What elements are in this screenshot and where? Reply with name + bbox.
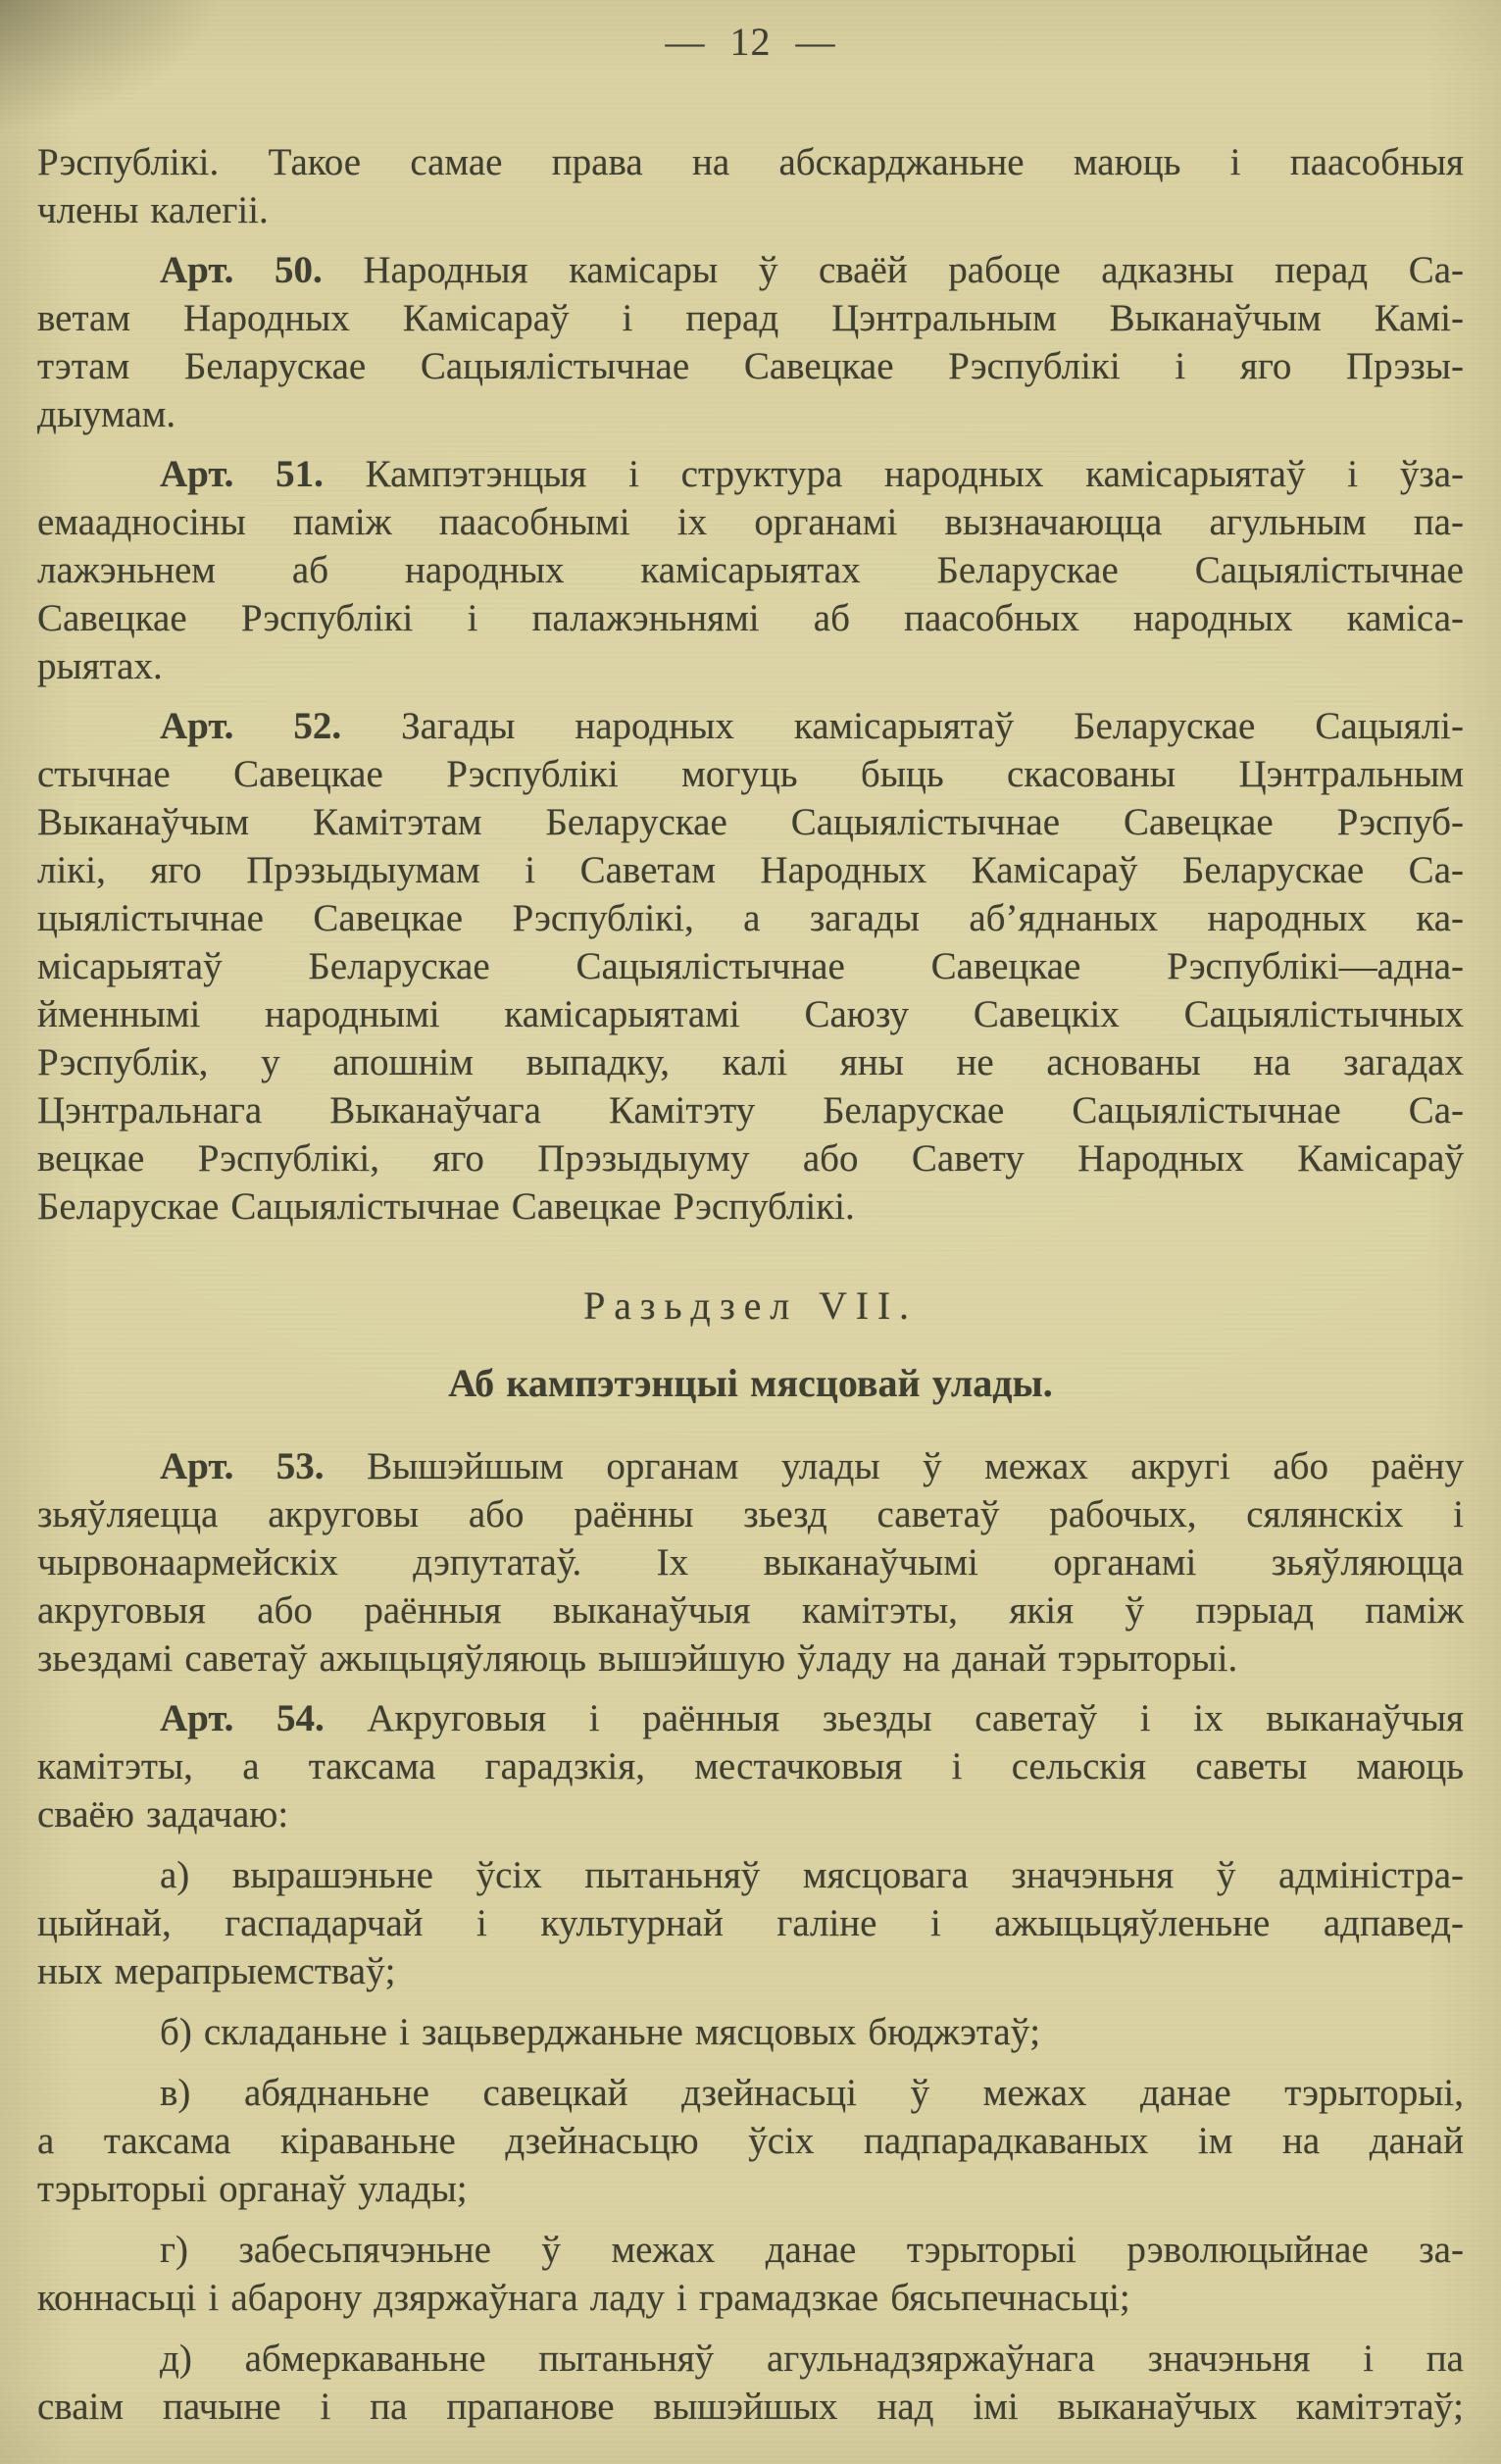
list-item-b — [37, 2008, 1464, 2056]
text-line: г) забесьпячэньне ў межах данае тэрыторыі рэволюцыйнае за- — [160, 2229, 1464, 2271]
text-line: місарыятаў Беларускае Сацыялістычнае Савецкае Рэспублікі—адна- — [37, 945, 1464, 987]
text-line: камітэты, а таксама гарадзкія, местачковыя і сельскія саветы маюць — [37, 1745, 1464, 1787]
text-line: йменнымі народнымі камісарыятамі Саюзу Савецкіх Сацыялістычных — [37, 993, 1464, 1035]
text-line: цыялістычнае Савецкае Рэспублікі, а загады аб’яднаных народных ка- — [37, 897, 1464, 939]
section-title: Разьдзел VII. — [583, 1283, 918, 1328]
article-label: Арт. 54. — [160, 1697, 325, 1739]
text-line: Цэнтральнага Выканаўчага Камітэту Беларускае Сацыялістычнае Са- — [37, 1089, 1464, 1131]
list-item-g — [37, 2226, 1464, 2322]
text-line: Рэспублік, у апошнім выпадку, калі яны не аснованы на загадах — [37, 1041, 1464, 1083]
text-line: акруговыя або раённыя выканаўчыя камітэты, якія ў пэрыад паміж — [37, 1589, 1464, 1632]
text-line — [37, 702, 1464, 750]
article-54 — [37, 1694, 1464, 1838]
paragraph-continuation — [37, 138, 1464, 234]
text-line: лажэньнем аб народных камісарыятах Беларускае Сацыялістычнае — [37, 549, 1464, 591]
article-text: Вышэйшым органам улады ў межах акругі або раёну — [367, 1445, 1465, 1487]
text-line: цыйнай, гаспадарчай і культурнай галіне і ажыцьцяўленьне адпавед- — [37, 1902, 1464, 1944]
text-line: Савецкае Рэспублікі і палажэньнямі аб паасобных народных каміса- — [37, 597, 1464, 639]
article-text: Загады народных камісарыятаў Беларускае Сацыялі- — [401, 705, 1465, 747]
list-item-d — [37, 2335, 1464, 2431]
text-line: зьездамі саветаў ажыцьцяўляюць вышэйшую ўладу на данай тэрыторыі. — [37, 1637, 1238, 1680]
list-item-v — [37, 2069, 1464, 2213]
article-50 — [37, 246, 1464, 438]
text-line: Выканаўчым Камітэтам Беларускае Сацыялістычнае Савецкае Рэспуб- — [37, 801, 1464, 843]
text-line: стычнае Савецкае Рэспублікі могуць быць скасованы Цэнтральным — [37, 753, 1464, 795]
article-label: Арт. 50. — [160, 249, 323, 291]
article-label: Арт. 51. — [160, 453, 324, 495]
text-line: ных мерапрыемстваў; — [37, 1950, 396, 1992]
text-line: ветам Народных Камісараў і перад Цэнтральным Выканаўчым Камі- — [37, 297, 1464, 339]
list-item-a — [37, 1851, 1464, 1995]
text-line: дыумам. — [37, 393, 176, 435]
text-line — [37, 1694, 1464, 1742]
document-page — [0, 18, 1501, 2464]
text-line — [37, 246, 1464, 294]
text-line: тэтам Беларускае Сацыялістычнае Савецкае Рэспублікі і яго Прэзы- — [37, 345, 1464, 387]
article-label: Арт. 52. — [160, 705, 342, 747]
text-line: сваёю задачаю: — [37, 1793, 289, 1835]
text-line: а) вырашэньне ўсіх пытаньняў мясцовага значэньня ў адміністра- — [160, 1854, 1464, 1896]
page-number: — 12 — — [665, 20, 836, 64]
section-subtitle: Аб кампэтэнцыі мясцовай улады. — [448, 1361, 1053, 1405]
article-text: Народныя камісары ў сваёй рабоце адказны перад Са- — [363, 249, 1464, 291]
text-line: Беларускае Сацыялістычнае Савецкае Рэспублікі. — [37, 1185, 855, 1228]
text-line: емаадносіны паміж паасобнымі іх органамі вызначаюцца агульным па- — [37, 501, 1464, 543]
text-line: рыятах. — [37, 645, 163, 687]
text-line: чырвонаармейскіх дэпутатаў. Іх выканаўчымі органамі зьяўляюцца — [37, 1541, 1464, 1584]
article-text: Кампэтэнцыя і структура народных камісарыятаў і ўза- — [365, 453, 1465, 495]
text-line: зьяўляецца акруговы або раённы зьезд саветаў рабочых, сялянскіх і — [37, 1493, 1464, 1535]
text-line: в) абяднаньне савецкай дзейнасьці ў межах данае тэрыторыі, — [160, 2072, 1464, 2114]
text-line: коннасьці і абарону дзяржаўнага ладу і грамадзкае бясьпечнасьці; — [37, 2277, 1130, 2319]
text-line: тэрыторыі органаў улады; — [37, 2168, 468, 2210]
text-line: б) складаньне і зацьверджаньне мясцовых бюджэтаў; — [160, 2011, 1041, 2053]
article-51 — [37, 450, 1464, 690]
text-line: сваім пачыне і па прапанове вышэйшых над імі выканаўчых камітэтаў; — [37, 2386, 1464, 2428]
text-line: члены калегіі. — [37, 189, 269, 231]
article-label: Арт. 53. — [160, 1445, 325, 1487]
article-52 — [37, 702, 1464, 1231]
text-line: лікі, яго Прэзыдыумам і Саветам Народных Камісараў Беларускае Са- — [37, 849, 1464, 891]
text-line: д) абмеркаваньне пытаньняў агульнадзяржаўнага значэньня і па — [160, 2338, 1464, 2380]
text-line: вецкае Рэспублікі, яго Прэзыдыуму або Савету Народных Камісараў — [37, 1137, 1464, 1180]
text-line: Рэспублікі. Такое самае права на абскарджаньне маюць і паасобныя — [37, 141, 1464, 183]
text-line — [37, 450, 1464, 498]
text-line — [37, 1442, 1464, 1490]
article-text: Акруговыя і раённыя зьезды саветаў і іх выканаўчыя — [367, 1697, 1464, 1739]
article-53 — [37, 1442, 1464, 1683]
text-line: а таксама кіраваньне дзейнасьцю ўсіх падпарадкаваных ім на данай — [37, 2120, 1464, 2162]
